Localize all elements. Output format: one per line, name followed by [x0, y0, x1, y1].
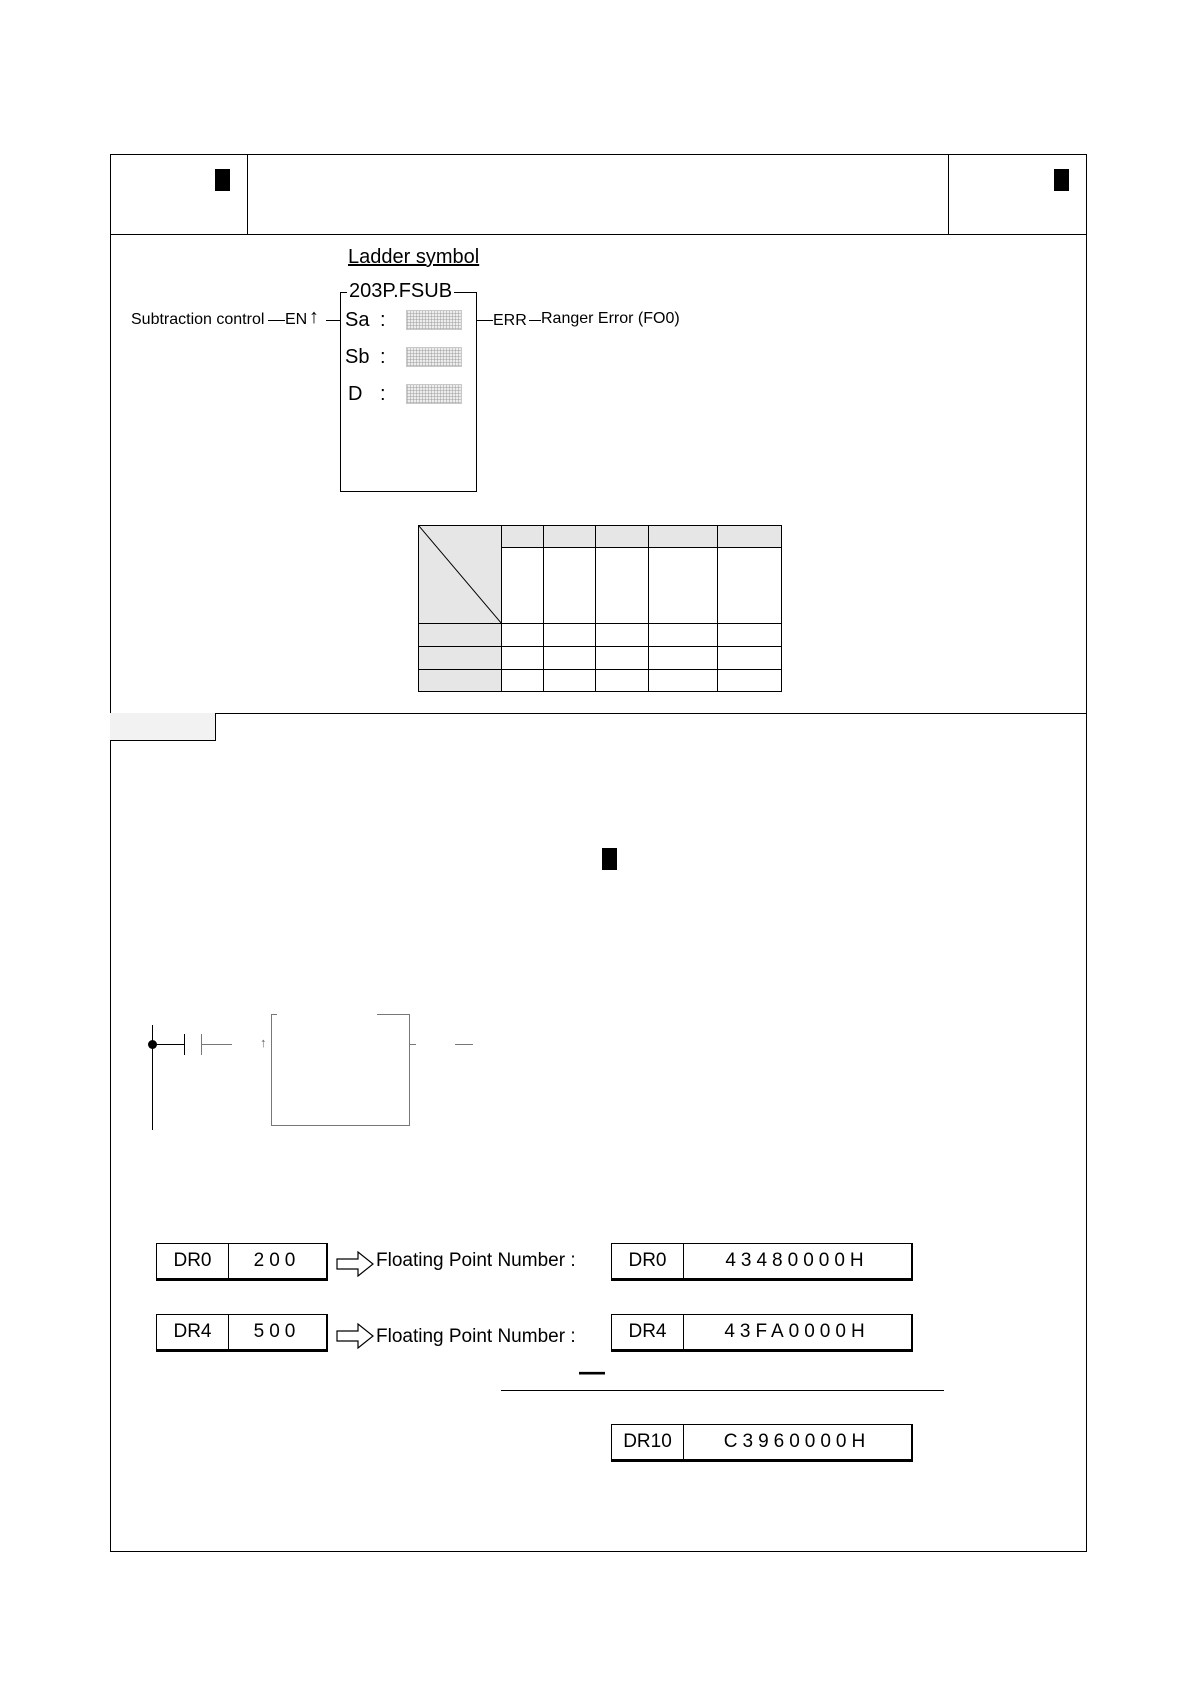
- device-table-cell: [649, 670, 718, 692]
- device-table-row-label: [419, 624, 502, 647]
- operand-d-label: D: [348, 383, 363, 405]
- device-table-header-cell: [544, 526, 596, 548]
- contact-left-bar: [184, 1034, 185, 1055]
- input-line: [268, 320, 285, 321]
- en-label: EN: [285, 311, 308, 328]
- en-connector-line: [326, 320, 340, 321]
- arrow-right-outline-icon: [336, 1322, 374, 1350]
- device-table-cell: [596, 670, 649, 692]
- device-table-cell: [544, 624, 596, 647]
- section-divider: [110, 713, 1087, 714]
- conversion-label-1: Floating Point Number :: [376, 1250, 576, 1271]
- conversion-label-2: Floating Point Number :: [376, 1326, 576, 1347]
- rung-line: [152, 1044, 184, 1045]
- device-table-cell: [502, 624, 544, 647]
- device-table-header-cell: [649, 526, 718, 548]
- register-dr0-value: 200: [253, 1250, 301, 1271]
- device-table: [418, 525, 782, 692]
- device-table-cell: [718, 647, 782, 670]
- float-dr0-label: DR0: [612, 1244, 684, 1278]
- contact-up-arrow-icon: ↑: [260, 1035, 267, 1050]
- register-dr4-value: 500: [253, 1321, 301, 1342]
- block-output-stub: [410, 1044, 416, 1045]
- device-table-cell: [596, 624, 649, 647]
- float-dr0-box: [611, 1243, 913, 1281]
- device-table-cell: [502, 647, 544, 670]
- function-block-name: 203P.FSUB: [349, 280, 453, 302]
- corner-diagonal: [419, 526, 502, 624]
- err-line-right: [529, 320, 541, 321]
- block-top-left-tick: [271, 1014, 277, 1015]
- device-table-corner: [419, 526, 502, 624]
- device-table-cell: [502, 548, 544, 624]
- err-label: ERR: [493, 312, 527, 329]
- device-table-cell: [544, 548, 596, 624]
- arrow-right-outline-icon: [336, 1250, 374, 1278]
- device-table-row-label: [419, 647, 502, 670]
- operand-d-placeholder: [406, 384, 462, 404]
- header-divider: [110, 234, 1087, 235]
- contact-right-line: [201, 1044, 232, 1045]
- device-table-cell: [544, 670, 596, 692]
- center-marker: [602, 848, 617, 870]
- header-right-marker: [1054, 169, 1069, 191]
- float-dr4-label: DR4: [612, 1315, 684, 1349]
- result-dr10-value: C3960000H: [723, 1431, 871, 1452]
- result-dr10-label: DR10: [612, 1425, 684, 1459]
- ladder-symbol-title: Ladder symbol: [348, 246, 480, 268]
- result-dr10-box: [611, 1424, 913, 1462]
- operand-sa-placeholder: [406, 310, 462, 330]
- err-description: Ranger Error (FO0): [541, 310, 680, 327]
- operand-sb-label: Sb: [345, 346, 370, 368]
- float-dr0-value: 43480000H: [725, 1250, 869, 1271]
- device-table-cell: [544, 647, 596, 670]
- device-table-cell: [718, 548, 782, 624]
- header-left-divider: [247, 154, 248, 234]
- up-arrow-icon: ↑: [309, 306, 319, 328]
- header-left-marker: [215, 169, 230, 191]
- operand-d-colon: :: [380, 383, 386, 405]
- device-table-cell: [596, 548, 649, 624]
- header-right-divider: [948, 154, 949, 234]
- device-table-cell: [502, 670, 544, 692]
- example-function-block: [271, 1014, 410, 1126]
- device-table-cell: [718, 624, 782, 647]
- register-dr0-box: [156, 1243, 328, 1281]
- device-table-cell: [649, 647, 718, 670]
- float-dr4-value: 43FA0000H: [724, 1321, 870, 1342]
- device-table-header-cell: [502, 526, 544, 548]
- minus-operator: —: [579, 1356, 605, 1386]
- operand-sa-label: Sa: [345, 309, 370, 331]
- err-line-left: [477, 320, 493, 321]
- device-table-header-cell: [596, 526, 649, 548]
- device-table-cell: [596, 647, 649, 670]
- register-dr4-box: [156, 1314, 328, 1352]
- device-table-row-label: [419, 670, 502, 692]
- float-dr4-box: [611, 1314, 913, 1352]
- register-dr4-label: DR4: [157, 1315, 229, 1349]
- operand-sb-placeholder: [406, 347, 462, 367]
- device-table-cell: [649, 624, 718, 647]
- device-table-cell: [718, 670, 782, 692]
- device-table-cell: [649, 548, 718, 624]
- output-line: [455, 1044, 473, 1045]
- subtraction-control-label: Subtraction control: [131, 311, 265, 328]
- result-rule: [501, 1390, 944, 1391]
- register-dr0-label: DR0: [157, 1244, 229, 1278]
- section-tab: [110, 713, 216, 741]
- device-table-header-cell: [718, 526, 782, 548]
- block-top-right-segment: [377, 1014, 410, 1015]
- operand-sa-colon: :: [380, 309, 386, 331]
- operand-sb-colon: :: [380, 346, 386, 368]
